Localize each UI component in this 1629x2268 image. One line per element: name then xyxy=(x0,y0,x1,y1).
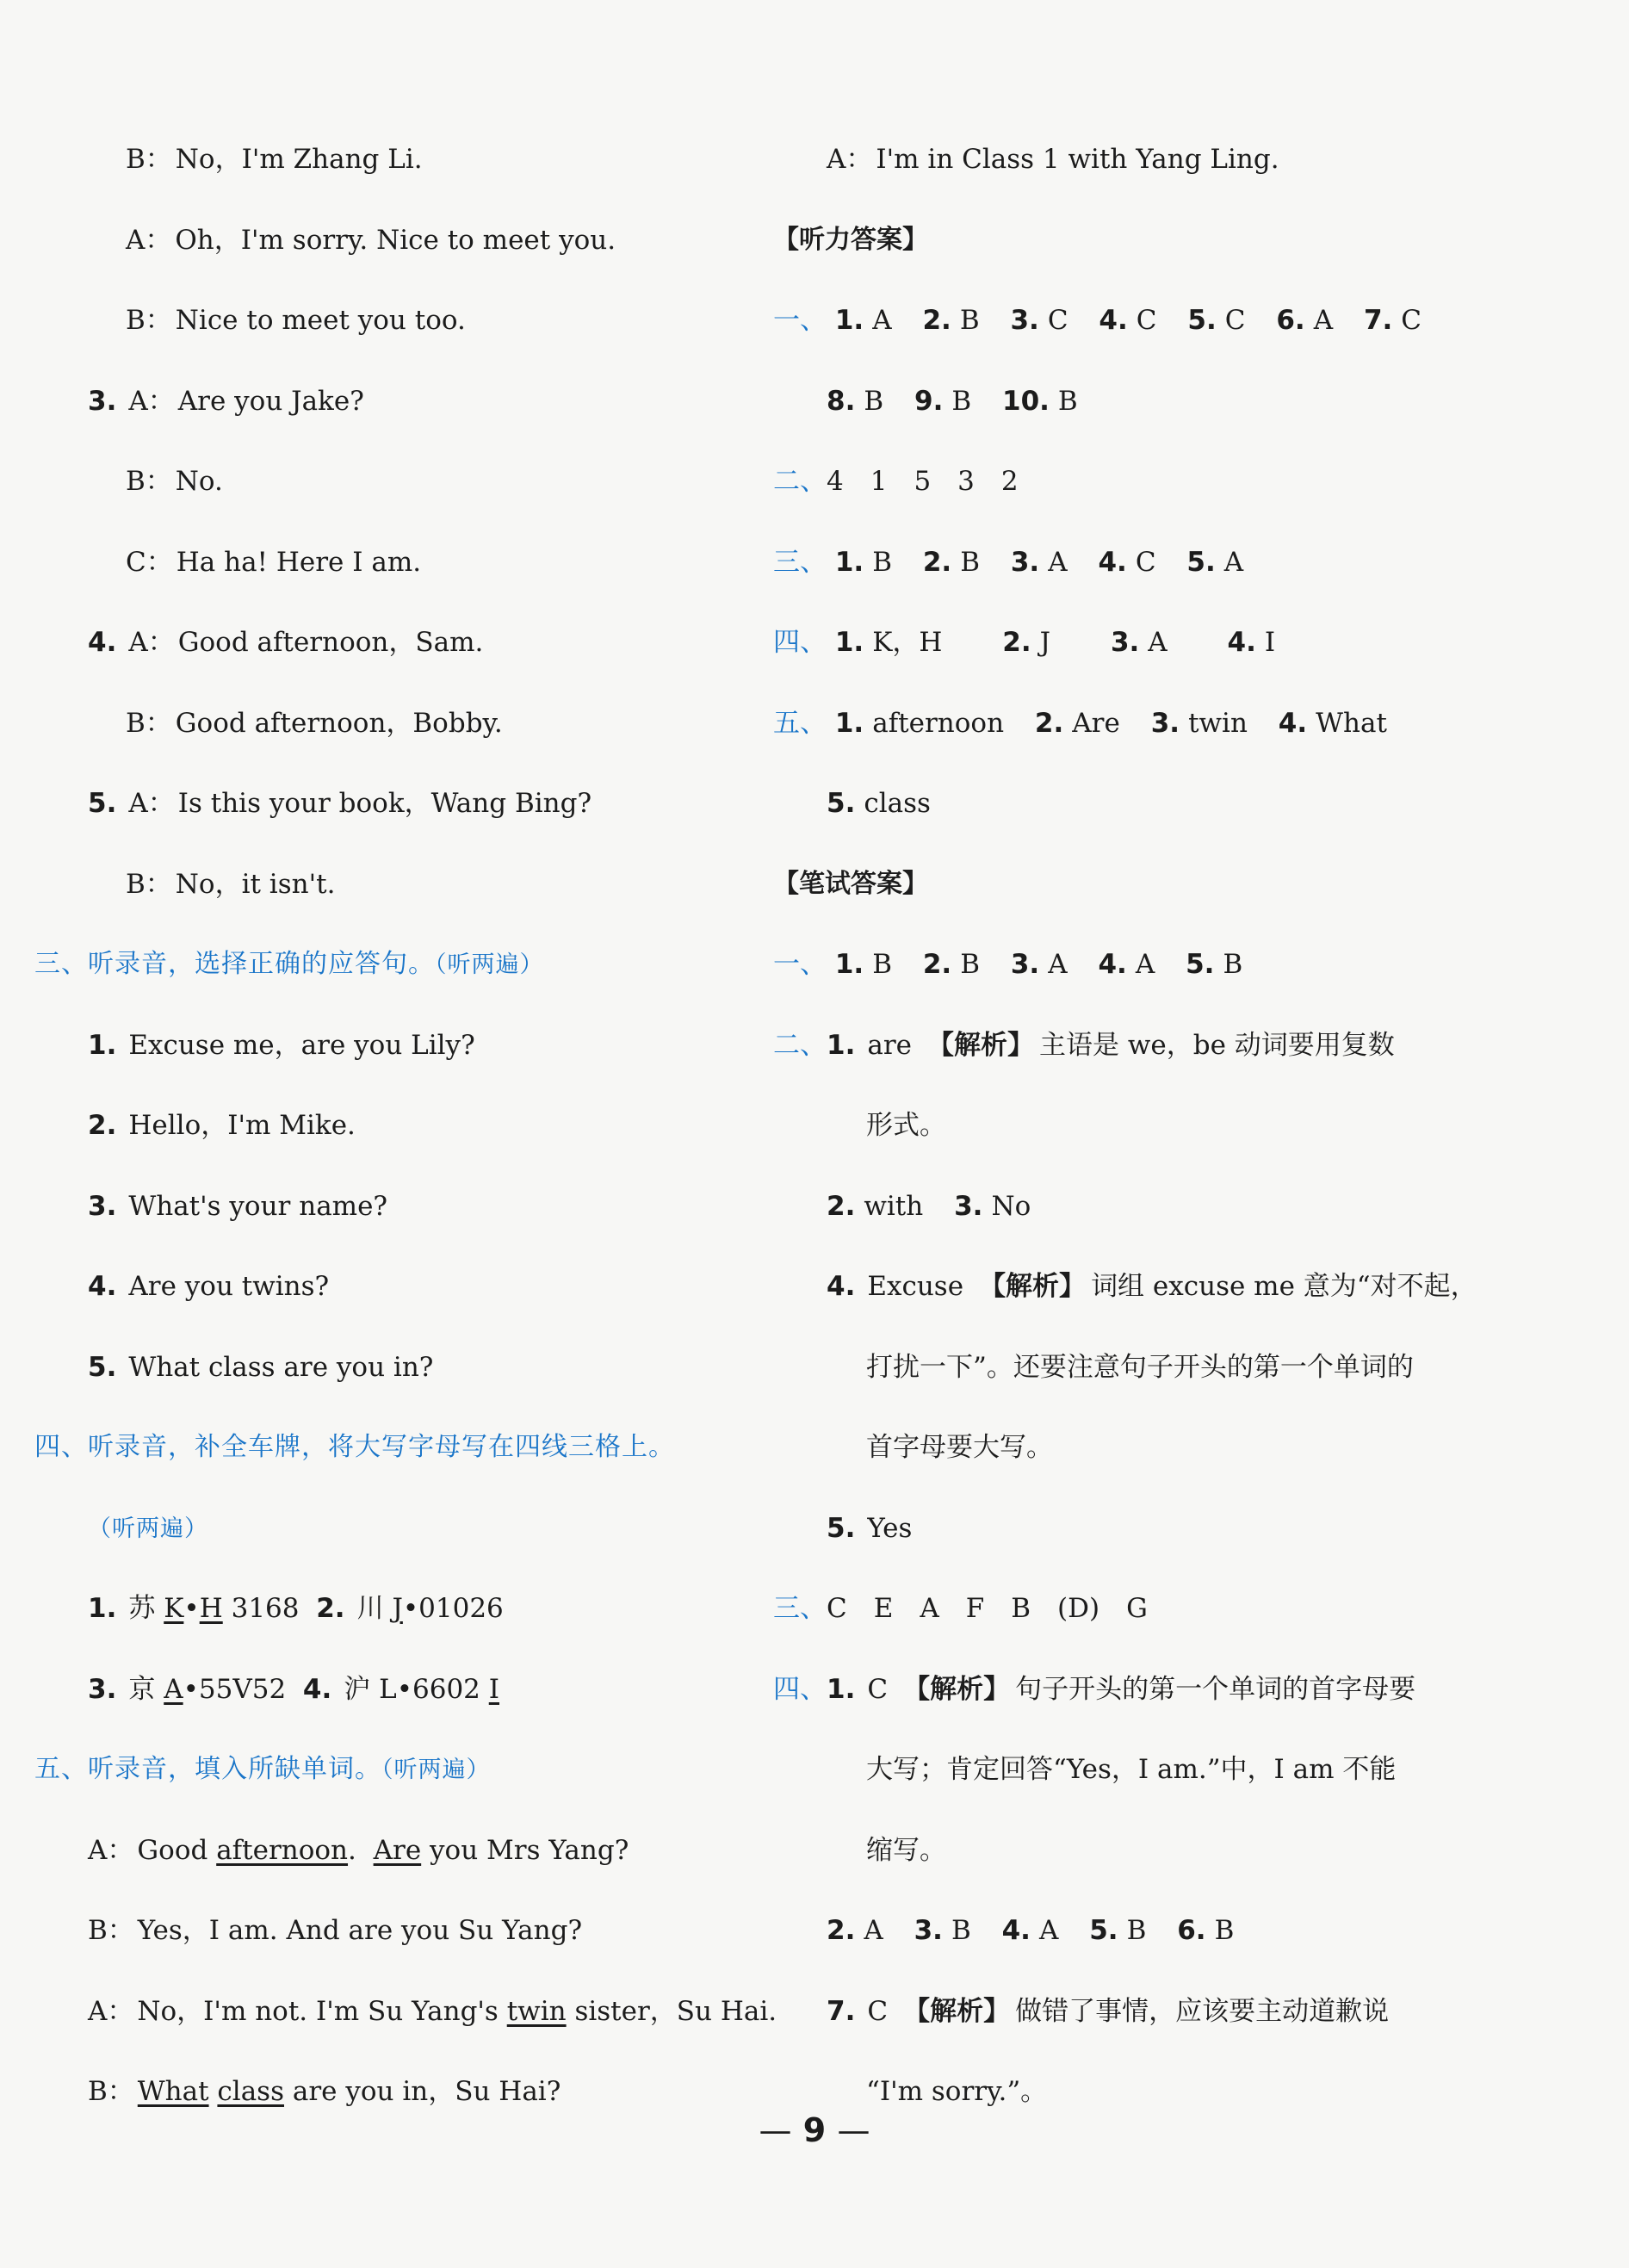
answer-text: B xyxy=(960,546,980,578)
answer-row-w3 xyxy=(773,1583,1565,1664)
answer-item xyxy=(922,305,979,336)
answer-item xyxy=(1089,1915,1146,1946)
answer-text: 3. xyxy=(1110,627,1140,658)
section-5-title xyxy=(34,1744,775,1825)
answer-text: 3. xyxy=(1010,949,1040,980)
answer-text: J xyxy=(1039,627,1051,658)
answer-text: twin xyxy=(506,1995,567,2027)
answer-row-l3 xyxy=(773,536,1565,617)
dialog-line xyxy=(34,294,775,375)
answer-text: 5. xyxy=(827,788,856,819)
list-item xyxy=(34,1100,775,1180)
answer-row-w1 xyxy=(773,939,1565,1019)
answer-text: B xyxy=(951,385,972,417)
answer-row-l1 xyxy=(773,294,1565,375)
answer-text: B： xyxy=(126,707,172,739)
answer-item xyxy=(1186,949,1242,980)
dialog-line xyxy=(34,697,775,778)
answer-text: 1. xyxy=(827,1673,856,1705)
answer-text: No xyxy=(991,1190,1031,1222)
answer-item xyxy=(1177,1915,1234,1946)
answer-text: 川 xyxy=(356,1593,384,1624)
answer-item xyxy=(835,305,892,336)
answer-text: B： xyxy=(126,868,172,900)
right-column xyxy=(773,133,1565,2147)
explanation-line: “I'm sorry.”。 xyxy=(866,2076,1048,2107)
answer-text: are xyxy=(867,1029,913,1061)
answer-item xyxy=(923,547,980,578)
answer-text: 沪 xyxy=(344,1673,371,1705)
answer-text: Oh，I'm sorry. Nice to meet you. xyxy=(175,224,616,256)
answer-item xyxy=(1111,627,1168,658)
answer-text: 一、 xyxy=(773,949,827,980)
answer-text: with xyxy=(864,1190,924,1222)
answer-text: A xyxy=(164,1673,183,1705)
answer-text: J xyxy=(392,1593,403,1624)
answer-text: 1. xyxy=(827,1029,856,1061)
answer-text: B： xyxy=(126,305,172,336)
answer-text: I xyxy=(1264,627,1276,658)
answer-row-w2b xyxy=(773,1180,1565,1261)
answer-text: Are xyxy=(373,1834,422,1866)
answer-text: 2. xyxy=(827,1915,856,1946)
answer-text: A xyxy=(1313,305,1334,336)
answer-text: Good afternoon，Bobby. xyxy=(175,707,503,739)
answer-text: B： xyxy=(126,466,172,497)
answer-text: Nice to meet you too. xyxy=(175,305,466,336)
answer-text: What xyxy=(1316,707,1387,739)
answer-text: — xyxy=(837,2111,870,2149)
answer-item xyxy=(1098,547,1155,578)
answer-text: 苏 xyxy=(128,1593,156,1624)
answer-text: 2. xyxy=(316,1593,345,1624)
left-column xyxy=(34,133,775,2147)
dialog-line xyxy=(34,1825,775,1905)
answer-text: I xyxy=(488,1673,499,1705)
answer-item xyxy=(835,949,892,980)
answer-row-w4c xyxy=(773,1986,1565,2067)
answer-text: A： xyxy=(128,627,175,658)
answer-text: 5. xyxy=(827,1512,856,1544)
answer-text: B： xyxy=(88,1915,134,1946)
answer-text: B xyxy=(1214,1915,1235,1946)
answer-text: afternoon xyxy=(872,707,1005,739)
dialog-line xyxy=(773,133,1565,214)
answer-text: 4. xyxy=(1098,546,1127,578)
answer-text: — xyxy=(759,2111,792,2149)
answer-text: A xyxy=(872,305,892,336)
answer-text: 9. xyxy=(914,385,944,417)
answer-text: 做错了事情，应该要主动道歉说 xyxy=(1015,1995,1390,2027)
answer-text: 6. xyxy=(1276,305,1305,336)
answer-item xyxy=(827,1915,883,1946)
answer-item xyxy=(835,627,943,658)
answer-text: B xyxy=(864,385,884,417)
answer-row-w4 xyxy=(773,1664,1565,1744)
answer-text: L•6602 xyxy=(379,1673,480,1705)
answer-row-l5 xyxy=(773,697,1565,778)
section-4-title xyxy=(34,1422,775,1503)
answer-text: Hello，I'm Mike. xyxy=(128,1110,356,1141)
answer-text: 二、 xyxy=(773,1029,827,1061)
answer-item xyxy=(1002,1915,1059,1946)
answer-text: B： xyxy=(126,144,172,175)
answer-text: A xyxy=(1148,627,1168,658)
answer-text: 3. xyxy=(88,1190,117,1222)
answer-text: C xyxy=(1136,305,1157,336)
answer-item xyxy=(1010,305,1068,336)
answer-text: 二、 xyxy=(773,466,827,497)
answer-text: A xyxy=(1135,949,1155,980)
answer-text: 1. xyxy=(834,707,864,739)
answer-text: 5. xyxy=(1187,305,1217,336)
dialog-line xyxy=(34,858,775,939)
answer-text: 5. xyxy=(1186,546,1216,578)
dialog-5 xyxy=(34,778,775,858)
plate-line-1 xyxy=(34,1583,775,1664)
answer-text: A： xyxy=(126,224,172,256)
answer-text: B xyxy=(1126,1915,1147,1946)
dialog-line xyxy=(34,1986,775,2067)
answer-text: 7. xyxy=(1363,305,1393,336)
answer-row-w2c xyxy=(773,1261,1565,1342)
answer-item xyxy=(1187,305,1245,336)
answer-text: •55V52 xyxy=(183,1673,287,1705)
answer-text: 2. xyxy=(922,949,952,980)
answer-text: （听两遍） xyxy=(88,1515,208,1542)
explanation-line: 大写；肯定回答“Yes，I am.”中，I am 不能 xyxy=(866,1754,1397,1785)
answer-text: Are xyxy=(1072,707,1120,739)
answer-item xyxy=(1228,627,1276,658)
answer-text: 2. xyxy=(827,1190,856,1222)
answer-text: 【解析】 xyxy=(903,1995,1011,2027)
answer-text: 5. xyxy=(1186,949,1215,980)
answer-text: Excuse xyxy=(867,1271,964,1302)
answer-text: （听两遍） xyxy=(381,1757,491,1783)
answer-row-l2 xyxy=(773,455,1565,536)
answer-text: H xyxy=(199,1593,223,1624)
answer-item xyxy=(827,788,931,819)
list-item xyxy=(34,1019,775,1100)
answer-text: 3168 xyxy=(231,1593,300,1624)
answer-row-w2d xyxy=(773,1503,1565,1583)
answer-item xyxy=(1279,708,1387,739)
answer-text: 4. xyxy=(1278,707,1308,739)
answer-text: 【解析】 xyxy=(903,1673,1011,1705)
answer-text: 7. xyxy=(827,1995,856,2027)
dialog-line xyxy=(34,133,775,214)
answer-row-l5b xyxy=(773,778,1565,858)
answer-text: B xyxy=(959,305,980,336)
answer-item xyxy=(914,1915,971,1946)
answer-text: K，H xyxy=(872,627,943,658)
answer-text: 四、 xyxy=(773,1673,827,1705)
answer-text: 1. xyxy=(834,627,864,658)
answer-text: sister，Su Hai. xyxy=(574,1995,777,2027)
answer-row-l4 xyxy=(773,617,1565,697)
answer-item xyxy=(1151,708,1248,739)
answer-text: A xyxy=(1223,546,1244,578)
answer-text: Yes xyxy=(867,1512,913,1544)
answer-text: 4. xyxy=(827,1271,856,1302)
answer-text: 1. xyxy=(88,1593,117,1624)
answer-text: 4. xyxy=(1227,627,1256,658)
answer-text: class xyxy=(864,788,931,819)
answer-text: 3. xyxy=(1010,305,1039,336)
answer-text: Are you Jake? xyxy=(177,385,364,417)
answer-item xyxy=(954,1191,1031,1222)
answer-text: 5. xyxy=(1089,1915,1118,1946)
answer-item xyxy=(1011,949,1068,980)
list-item xyxy=(34,1180,775,1261)
answer-text: A xyxy=(1048,949,1068,980)
answer-text: 句子开头的第一个单词的首字母要 xyxy=(1015,1673,1416,1705)
answer-text: B xyxy=(1057,385,1078,417)
answer-text: C xyxy=(867,1673,889,1705)
answer-text: 3. xyxy=(1150,707,1180,739)
answer-text: class xyxy=(217,2076,284,2107)
dialog-4 xyxy=(34,617,775,697)
answer-text: 2. xyxy=(88,1110,117,1141)
dialog-line xyxy=(34,1905,775,1986)
list-item xyxy=(34,1342,775,1422)
answer-text: 1. xyxy=(834,949,864,980)
answer-item xyxy=(1098,949,1155,980)
answer-text: What's your name? xyxy=(128,1190,388,1222)
written-answers-heading: 【笔试答案】 xyxy=(773,868,928,899)
answer-text: 2. xyxy=(922,305,951,336)
explanation-line: 缩写。 xyxy=(866,1834,946,1866)
answer-item xyxy=(1002,627,1050,658)
answer-item xyxy=(1035,708,1120,739)
answer-text: 【解析】 xyxy=(979,1271,1087,1302)
answer-text: twin xyxy=(1188,707,1248,739)
answer-text: . xyxy=(348,1834,356,1866)
answer-text: I'm in Class 1 with Yang Ling. xyxy=(876,144,1279,175)
answer-text: 6. xyxy=(1177,1915,1206,1946)
answer-row-l1b xyxy=(773,375,1565,456)
answer-item xyxy=(914,386,971,417)
answer-text: 三、 xyxy=(773,546,827,578)
answer-text: What class are you in? xyxy=(128,1351,434,1383)
answer-text: 5. xyxy=(88,1351,117,1383)
answer-text: 2. xyxy=(1002,627,1031,658)
answer-text: afternoon xyxy=(216,1834,349,1866)
answer-item xyxy=(1002,386,1078,417)
answer-text: Yes，I am. And are you Su Yang? xyxy=(137,1915,583,1946)
answer-text: Good xyxy=(137,1834,208,1866)
answer-text: K xyxy=(164,1593,184,1624)
answer-item xyxy=(827,1191,923,1222)
answer-text: C E A F B (D) G xyxy=(827,1593,1148,1624)
answer-text: 4. xyxy=(302,1673,332,1705)
answer-text: 三、听录音，选择正确的应答句。 xyxy=(34,949,435,979)
answer-text: Ha ha! Here I am. xyxy=(176,546,422,578)
answer-row-w2 xyxy=(773,1019,1565,1100)
answer-item xyxy=(835,708,1004,739)
answer-text: are you in，Su Hai? xyxy=(292,2076,561,2107)
explanation-line: 形式。 xyxy=(866,1110,946,1141)
answer-text: 3. xyxy=(1010,546,1040,578)
section-3-title xyxy=(34,939,775,1019)
answer-text: 五、 xyxy=(773,707,827,739)
answer-text: 10. xyxy=(1002,385,1050,417)
answer-text: No，I'm not. I'm Su Yang's xyxy=(137,1995,499,2027)
explanation-line: 首字母要大写。 xyxy=(866,1432,1053,1463)
answer-item xyxy=(827,386,883,417)
answer-text: 4. xyxy=(1099,305,1128,336)
answer-text: Are you twins? xyxy=(128,1271,330,1302)
answer-text: 一、 xyxy=(773,305,827,336)
answer-text: No. xyxy=(175,466,223,497)
answer-text: 4. xyxy=(88,1271,117,1302)
answer-text: 四、 xyxy=(773,627,827,658)
answer-text: 4. xyxy=(88,627,117,658)
answer-text: 京 xyxy=(128,1673,156,1705)
answer-row-w4b xyxy=(773,1905,1565,1986)
answer-text: C xyxy=(1135,546,1156,578)
answer-text: • xyxy=(183,1593,200,1624)
answer-text: 4. xyxy=(1098,949,1127,980)
plate-line-2 xyxy=(34,1664,775,1744)
answer-text: 词组 excuse me 意为“对不起， xyxy=(1091,1271,1477,1302)
answer-text: 1. xyxy=(88,1029,117,1061)
answer-text: A： xyxy=(128,788,175,819)
answer-text: A： xyxy=(88,1834,134,1866)
dialog-line xyxy=(34,214,775,295)
answer-text: 主语是 we，be 动词要用复数 xyxy=(1039,1029,1395,1061)
answer-text: you Mrs Yang? xyxy=(430,1834,629,1866)
answer-text: A： xyxy=(128,385,175,417)
answer-text: 五、听录音，填入所缺单词。 xyxy=(34,1754,381,1784)
dialog-line xyxy=(34,536,775,617)
answer-text: A： xyxy=(827,144,873,175)
answer-text: A： xyxy=(88,1995,134,2027)
answer-text: Good afternoon，Sam. xyxy=(177,627,484,658)
answer-text: B： xyxy=(88,2076,134,2107)
answer-text: What xyxy=(137,2076,209,2107)
explanation-line: 打扰一下”。还要注意句子开头的第一个单词的 xyxy=(866,1351,1414,1383)
page-number xyxy=(0,2111,1629,2149)
answer-text: A xyxy=(1038,1915,1059,1946)
answer-item xyxy=(1364,305,1422,336)
answer-item xyxy=(1099,305,1156,336)
answer-text: 四、听录音，补全车牌，将大写字母写在四线三格上。 xyxy=(34,1432,675,1462)
answer-text: B xyxy=(960,949,980,980)
answer-text: C xyxy=(1047,305,1068,336)
answer-text: B xyxy=(951,1915,971,1946)
answer-text: C xyxy=(1224,305,1246,336)
answer-text: 三、 xyxy=(773,1593,827,1624)
answer-text: 1. xyxy=(834,546,864,578)
answer-text: C xyxy=(1401,305,1422,336)
answer-text: B xyxy=(872,949,892,980)
answer-text: 8. xyxy=(827,385,856,417)
dialog-line xyxy=(34,455,775,536)
answer-text: C xyxy=(867,1995,889,2027)
answer-item xyxy=(1186,547,1243,578)
answer-text: 4. xyxy=(1001,1915,1031,1946)
answer-text: A xyxy=(864,1915,883,1946)
answer-text: No，it isn't. xyxy=(175,868,336,900)
answer-text: No，I'm Zhang Li. xyxy=(175,144,423,175)
answer-text: Is this your book，Wang Bing? xyxy=(177,788,592,819)
answer-text: 2. xyxy=(1034,707,1064,739)
answer-text: 4 1 5 3 2 xyxy=(827,466,1019,497)
answer-text: 2. xyxy=(922,546,952,578)
answer-text: 3. xyxy=(914,1915,943,1946)
answer-text: （听两遍） xyxy=(435,951,544,978)
section-4-note xyxy=(34,1503,775,1583)
answer-item xyxy=(923,949,980,980)
answer-text: 5. xyxy=(88,788,117,819)
answer-text: B xyxy=(872,546,892,578)
answer-text: Excuse me，are you Lily? xyxy=(128,1029,475,1061)
answer-text: 3. xyxy=(954,1190,983,1222)
answer-text: 1. xyxy=(834,305,864,336)
answer-text: 【解析】 xyxy=(927,1029,1035,1061)
answer-text: 3. xyxy=(88,385,117,417)
list-item xyxy=(34,1261,775,1342)
answer-text: 9 xyxy=(802,2111,827,2149)
answer-text: A xyxy=(1048,546,1068,578)
answer-item xyxy=(1276,305,1333,336)
answer-text: 3. xyxy=(88,1673,117,1705)
answer-text: B xyxy=(1223,949,1243,980)
answer-text: •01026 xyxy=(402,1593,504,1624)
answer-item xyxy=(1011,547,1068,578)
answer-item xyxy=(835,547,892,578)
answer-text: C： xyxy=(126,546,173,578)
listening-answers-heading: 【听力答案】 xyxy=(773,224,928,255)
dialog-3 xyxy=(34,375,775,456)
